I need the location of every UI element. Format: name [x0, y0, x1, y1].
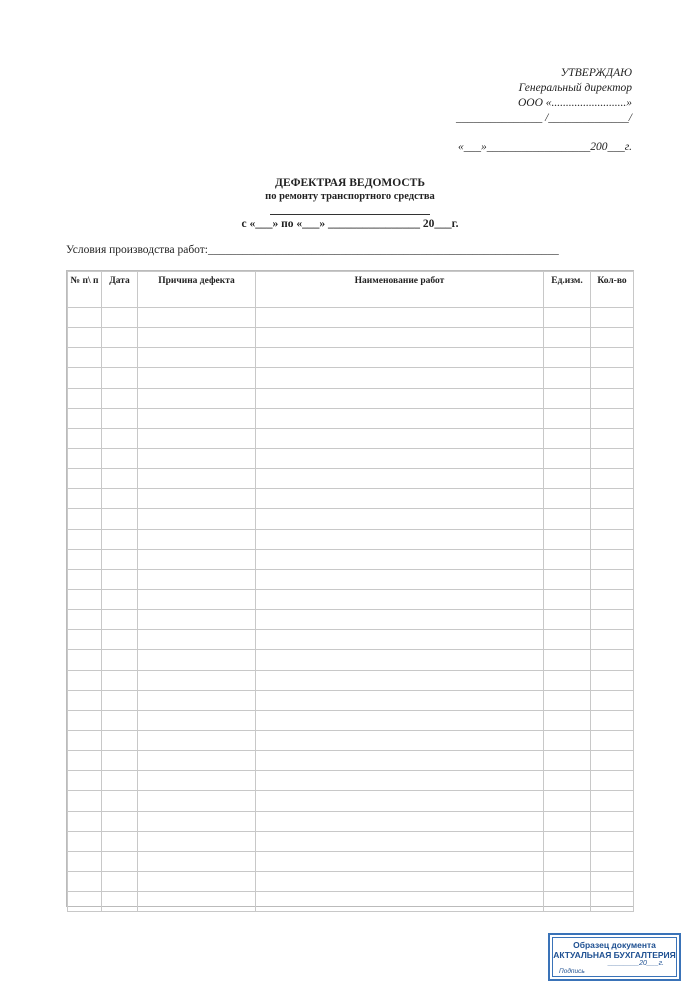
table-cell[interactable]	[256, 851, 544, 871]
table-cell[interactable]	[256, 650, 544, 670]
work-conditions: Условия производства работ:_____________________________________________________________	[66, 244, 559, 256]
table-cell[interactable]	[591, 308, 634, 328]
table-cell[interactable]	[138, 388, 256, 408]
table-row	[68, 469, 634, 489]
table-cell[interactable]	[256, 448, 544, 468]
table-cell[interactable]	[102, 448, 138, 468]
table-cell[interactable]	[138, 509, 256, 529]
table-cell[interactable]	[256, 831, 544, 851]
table-cell[interactable]	[544, 328, 591, 348]
table-cell[interactable]	[544, 509, 591, 529]
table-cell[interactable]	[544, 489, 591, 509]
table-cell[interactable]	[68, 388, 102, 408]
table-row	[68, 489, 634, 509]
table-cell[interactable]	[102, 690, 138, 710]
table-cell[interactable]	[544, 871, 591, 891]
table-row	[68, 308, 634, 328]
table-cell[interactable]	[544, 791, 591, 811]
table-cell[interactable]	[68, 348, 102, 368]
stamp-line-2: АКТУАЛЬНАЯ БУХГАЛТЕРИЯ	[553, 950, 676, 960]
table-cell[interactable]	[591, 871, 634, 891]
table-cell[interactable]	[256, 509, 544, 529]
table-cell[interactable]	[138, 811, 256, 831]
table-cell[interactable]	[591, 529, 634, 549]
table-row	[68, 791, 634, 811]
table-cell[interactable]	[256, 469, 544, 489]
table-cell[interactable]	[138, 408, 256, 428]
table-cell[interactable]	[68, 509, 102, 529]
table-cell[interactable]	[591, 650, 634, 670]
table-cell[interactable]	[68, 650, 102, 670]
table-cell[interactable]	[68, 690, 102, 710]
table-cell[interactable]	[68, 751, 102, 771]
column-header: Причина дефекта	[138, 272, 256, 308]
table-cell[interactable]	[591, 569, 634, 589]
table-cell[interactable]	[102, 811, 138, 831]
table-cell[interactable]	[256, 549, 544, 569]
table-cell[interactable]	[138, 308, 256, 328]
table-row	[68, 851, 634, 871]
column-header: Кол-во	[591, 272, 634, 308]
approval-block	[456, 66, 632, 155]
table-cell[interactable]	[544, 529, 591, 549]
vehicle-blank-line	[270, 208, 430, 215]
table-row	[68, 388, 634, 408]
table-cell[interactable]	[138, 690, 256, 710]
table-cell[interactable]	[591, 831, 634, 851]
table-row	[68, 630, 634, 650]
table-cell[interactable]	[68, 831, 102, 851]
table-cell[interactable]	[591, 489, 634, 509]
table-cell[interactable]	[544, 670, 591, 690]
table-row	[68, 509, 634, 529]
table-cell[interactable]	[591, 610, 634, 630]
table-cell[interactable]	[544, 751, 591, 771]
table-cell[interactable]	[591, 368, 634, 388]
table-cell[interactable]	[256, 610, 544, 630]
table-cell[interactable]	[256, 569, 544, 589]
table-row	[68, 751, 634, 771]
table-cell[interactable]	[544, 630, 591, 650]
table-cell[interactable]	[138, 529, 256, 549]
table-cell[interactable]	[544, 811, 591, 831]
table-cell[interactable]	[68, 630, 102, 650]
table-cell[interactable]	[102, 469, 138, 489]
column-header: Ед.изм.	[544, 272, 591, 308]
table-cell[interactable]	[544, 348, 591, 368]
table-row	[68, 348, 634, 368]
document-header	[0, 176, 700, 231]
table-cell[interactable]	[138, 569, 256, 589]
table-row	[68, 589, 634, 609]
table-cell[interactable]	[68, 569, 102, 589]
table-cell[interactable]	[256, 388, 544, 408]
table-cell[interactable]	[544, 549, 591, 569]
table-cell[interactable]	[544, 710, 591, 730]
table-cell[interactable]	[68, 851, 102, 871]
table-cell[interactable]	[138, 892, 256, 912]
table-cell[interactable]	[68, 811, 102, 831]
table-cell[interactable]	[138, 710, 256, 730]
table-cell[interactable]	[102, 851, 138, 871]
table-cell[interactable]	[138, 489, 256, 509]
table-cell[interactable]	[256, 529, 544, 549]
table-cell[interactable]	[138, 831, 256, 851]
table-cell[interactable]	[138, 368, 256, 388]
table-row	[68, 811, 634, 831]
table-cell[interactable]	[102, 771, 138, 791]
table-cell[interactable]	[102, 650, 138, 670]
table-cell[interactable]	[102, 549, 138, 569]
table-cell[interactable]	[591, 730, 634, 750]
approval-company: ООО «..........................»	[517, 97, 632, 109]
table-cell[interactable]	[256, 751, 544, 771]
table-cell[interactable]	[544, 730, 591, 750]
table-row	[68, 690, 634, 710]
table-cell[interactable]	[591, 851, 634, 871]
table-cell[interactable]	[591, 630, 634, 650]
table-cell[interactable]	[544, 771, 591, 791]
table-cell[interactable]	[102, 730, 138, 750]
table-cell[interactable]	[102, 328, 138, 348]
table-cell[interactable]	[138, 448, 256, 468]
table-cell[interactable]	[591, 549, 634, 569]
table-row	[68, 610, 634, 630]
table-cell[interactable]	[544, 690, 591, 710]
table-row	[68, 368, 634, 388]
approval-position: Генеральный директор	[518, 82, 632, 94]
table-cell[interactable]	[256, 308, 544, 328]
table-cell[interactable]	[102, 348, 138, 368]
table-cell[interactable]	[68, 469, 102, 489]
table-cell[interactable]	[138, 549, 256, 569]
table-cell[interactable]	[102, 892, 138, 912]
sample-stamp	[548, 933, 681, 981]
table-cell[interactable]	[256, 489, 544, 509]
table-cell[interactable]	[68, 892, 102, 912]
table-cell[interactable]	[138, 610, 256, 630]
table-cell[interactable]	[256, 871, 544, 891]
table-cell[interactable]	[591, 448, 634, 468]
table-cell[interactable]	[256, 670, 544, 690]
table-cell[interactable]	[102, 610, 138, 630]
table-cell[interactable]	[138, 730, 256, 750]
document-subtitle: по ремонту транспортного средства	[265, 191, 435, 202]
table-row	[68, 871, 634, 891]
table-cell[interactable]	[102, 670, 138, 690]
table-row	[68, 408, 634, 428]
table-cell[interactable]	[68, 428, 102, 448]
table-cell[interactable]	[544, 368, 591, 388]
table-cell[interactable]	[544, 892, 591, 912]
table-cell[interactable]	[256, 791, 544, 811]
table-cell[interactable]	[102, 871, 138, 891]
table-cell[interactable]	[591, 469, 634, 489]
table-cell[interactable]	[256, 710, 544, 730]
table-cell[interactable]	[591, 428, 634, 448]
table-cell[interactable]	[102, 428, 138, 448]
table-cell[interactable]	[591, 892, 634, 912]
table-row	[68, 569, 634, 589]
table-cell[interactable]	[591, 690, 634, 710]
table-cell[interactable]	[138, 328, 256, 348]
table-cell[interactable]	[591, 670, 634, 690]
table-cell[interactable]	[544, 569, 591, 589]
table-cell[interactable]	[68, 529, 102, 549]
table-cell[interactable]	[102, 569, 138, 589]
table-cell[interactable]	[102, 509, 138, 529]
stamp-line-3: ________20___г.	[607, 960, 664, 967]
table-cell[interactable]	[138, 871, 256, 891]
table-cell[interactable]	[544, 831, 591, 851]
approval-heading: УТВЕРЖДАЮ	[560, 67, 632, 79]
table-cell[interactable]	[591, 589, 634, 609]
table-cell[interactable]	[591, 328, 634, 348]
table-cell[interactable]	[591, 791, 634, 811]
table-cell[interactable]	[68, 549, 102, 569]
table-cell[interactable]	[138, 589, 256, 609]
table-cell[interactable]	[591, 771, 634, 791]
table-cell[interactable]	[256, 730, 544, 750]
table-cell[interactable]	[138, 751, 256, 771]
table-cell[interactable]	[102, 710, 138, 730]
table-cell[interactable]	[68, 368, 102, 388]
table-cell[interactable]	[68, 448, 102, 468]
table-cell[interactable]	[68, 771, 102, 791]
table-row	[68, 650, 634, 670]
table-cell[interactable]	[102, 831, 138, 851]
table-cell[interactable]	[102, 308, 138, 328]
table-cell[interactable]	[544, 408, 591, 428]
table-cell[interactable]	[591, 348, 634, 368]
column-header: Наименование работ	[256, 272, 544, 308]
stamp-line-1: Образец документа	[573, 940, 656, 950]
table-cell[interactable]	[256, 428, 544, 448]
table-cell[interactable]	[102, 388, 138, 408]
table-cell[interactable]	[138, 670, 256, 690]
table-cell[interactable]	[138, 630, 256, 650]
table-row	[68, 549, 634, 569]
table-cell[interactable]	[68, 328, 102, 348]
table-cell[interactable]	[256, 368, 544, 388]
table-cell[interactable]	[544, 589, 591, 609]
approval-signature: _______________ /______________/	[455, 112, 632, 124]
table-row	[68, 892, 634, 912]
table-cell[interactable]	[68, 589, 102, 609]
table-cell[interactable]	[256, 630, 544, 650]
table-cell[interactable]	[256, 408, 544, 428]
document-title: ДЕФЕКТРАЯ ВЕДОМОСТЬ	[275, 177, 425, 189]
table-row	[68, 328, 634, 348]
table-cell[interactable]	[138, 771, 256, 791]
table-cell[interactable]	[591, 388, 634, 408]
stamp-line-4: Подпись	[559, 968, 585, 975]
table-cell[interactable]	[138, 469, 256, 489]
table-cell[interactable]	[138, 851, 256, 871]
table-cell[interactable]	[544, 428, 591, 448]
table-cell[interactable]	[68, 610, 102, 630]
table-row	[68, 670, 634, 690]
table-cell[interactable]	[102, 529, 138, 549]
table-cell[interactable]	[68, 710, 102, 730]
table-cell[interactable]	[256, 690, 544, 710]
table-cell[interactable]	[102, 489, 138, 509]
defect-table	[66, 270, 634, 907]
column-header: Дата	[102, 272, 138, 308]
table-cell[interactable]	[68, 308, 102, 328]
table-cell[interactable]	[102, 368, 138, 388]
table-cell[interactable]	[256, 771, 544, 791]
table-cell[interactable]	[591, 751, 634, 771]
document-period: с «___» по «___» ________________ 20___г.	[241, 218, 459, 230]
table-cell[interactable]	[68, 489, 102, 509]
table-cell[interactable]	[591, 811, 634, 831]
table-cell[interactable]	[102, 751, 138, 771]
table-cell[interactable]	[591, 408, 634, 428]
table-cell[interactable]	[138, 428, 256, 448]
table-cell[interactable]	[544, 448, 591, 468]
table-row	[68, 730, 634, 750]
table-cell[interactable]	[68, 670, 102, 690]
table-cell[interactable]	[138, 348, 256, 368]
approval-date: «___»__________________200___г.	[458, 141, 632, 153]
table-cell[interactable]	[102, 791, 138, 811]
table-cell[interactable]	[102, 589, 138, 609]
table-row	[68, 529, 634, 549]
table-row	[68, 771, 634, 791]
table-row	[68, 831, 634, 851]
table-row	[68, 428, 634, 448]
table-cell[interactable]	[102, 630, 138, 650]
table-cell[interactable]	[138, 650, 256, 670]
table-cell[interactable]	[138, 791, 256, 811]
table-cell[interactable]	[544, 650, 591, 670]
table-cell[interactable]	[544, 388, 591, 408]
table-cell[interactable]	[544, 469, 591, 489]
table-cell[interactable]	[102, 408, 138, 428]
column-header: № п\ п	[68, 272, 102, 308]
table-cell[interactable]	[591, 509, 634, 529]
table-cell[interactable]	[256, 892, 544, 912]
table-cell[interactable]	[68, 871, 102, 891]
table-cell[interactable]	[68, 730, 102, 750]
table-row	[68, 448, 634, 468]
table-row	[68, 710, 634, 730]
table-cell[interactable]	[544, 851, 591, 871]
table-cell[interactable]	[256, 811, 544, 831]
table-cell[interactable]	[68, 791, 102, 811]
table-cell[interactable]	[544, 308, 591, 328]
table-cell[interactable]	[256, 348, 544, 368]
table-header-row	[68, 272, 634, 308]
table-cell[interactable]	[256, 589, 544, 609]
table-cell[interactable]	[68, 408, 102, 428]
table-cell[interactable]	[256, 328, 544, 348]
table-cell[interactable]	[591, 710, 634, 730]
table-cell[interactable]	[544, 610, 591, 630]
